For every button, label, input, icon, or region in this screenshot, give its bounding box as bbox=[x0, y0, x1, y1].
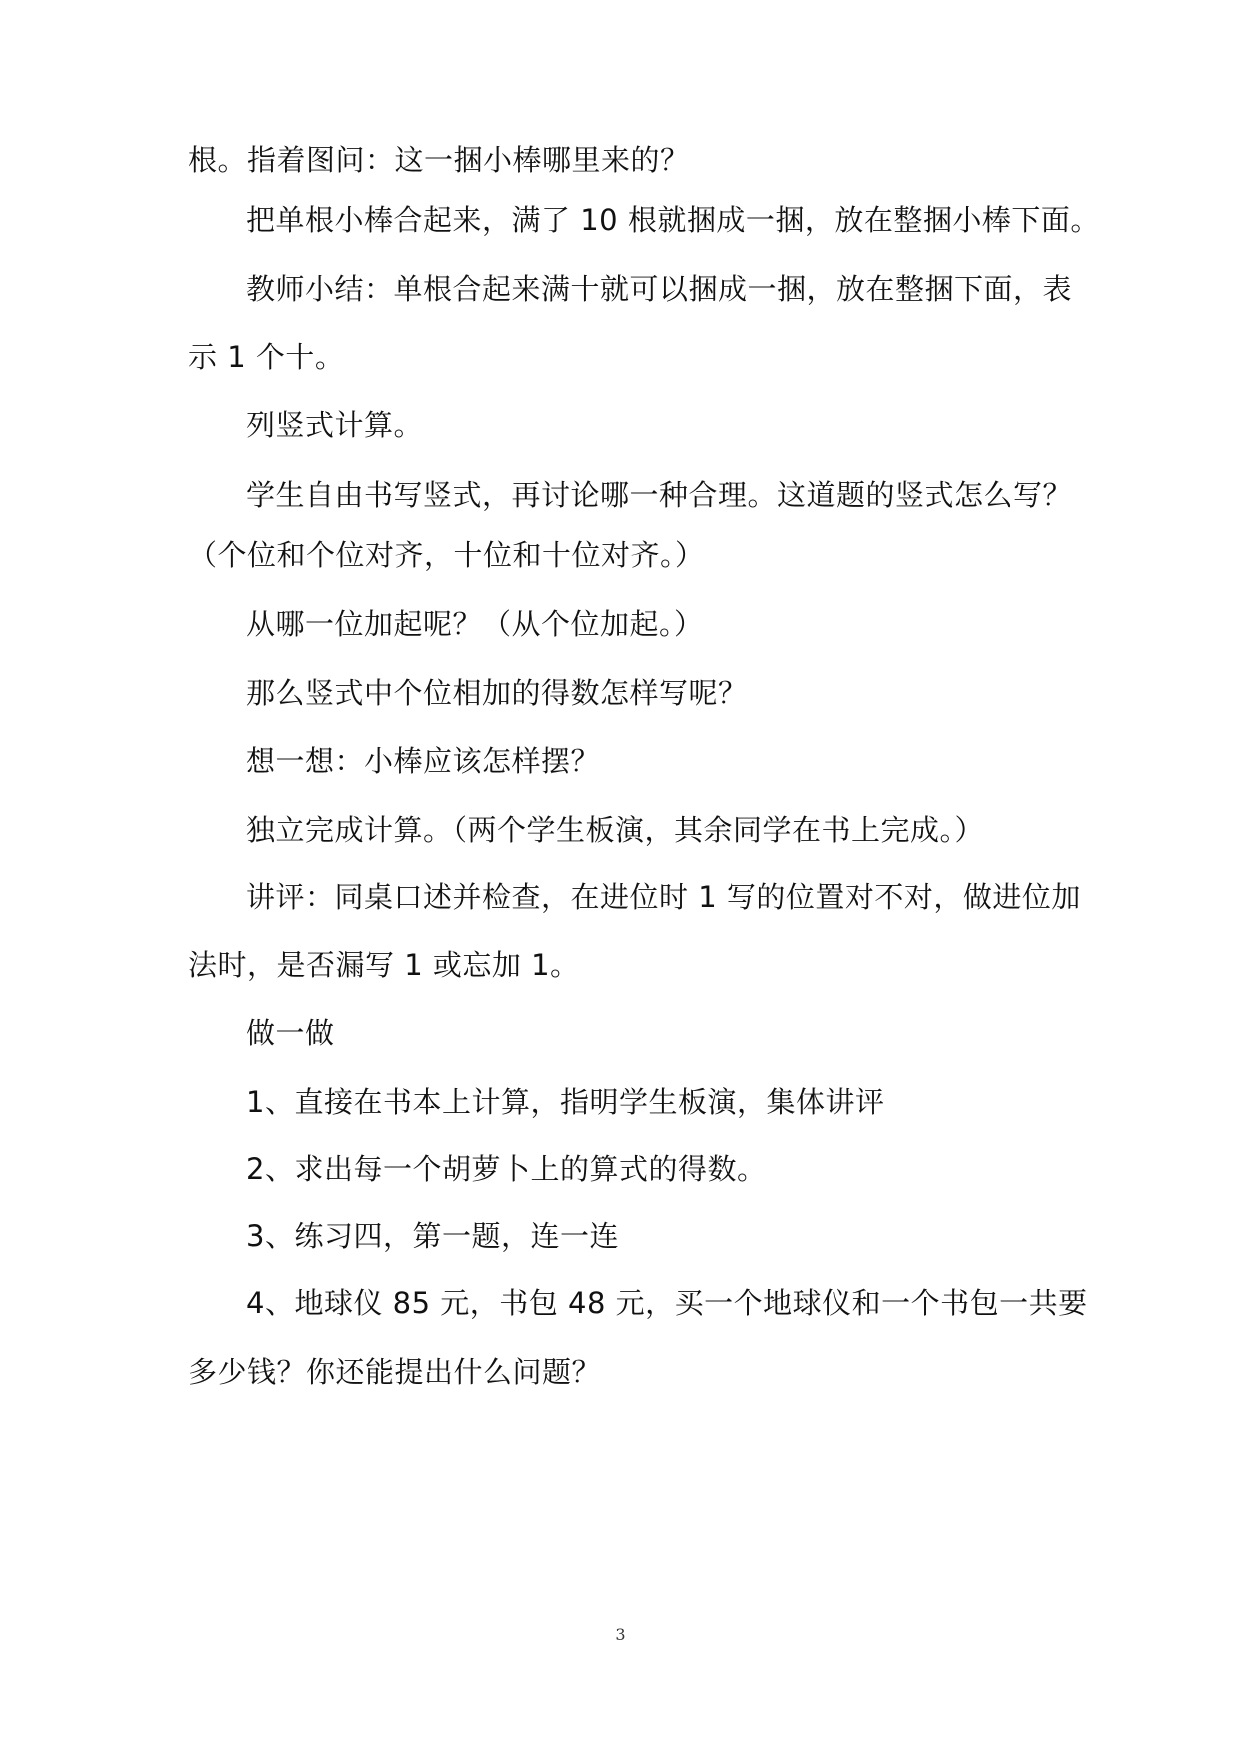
text-line: 讲评：同桌口述并检查，在进位时 1 写的位置对不对，做进位加 bbox=[246, 880, 1081, 914]
text-line: 示 1 个十。 bbox=[188, 340, 345, 374]
text-line: 学生自由书写竖式，再讨论哪一种合理。这道题的竖式怎么写？ bbox=[246, 478, 1073, 512]
text-line: 独立完成计算。（两个学生板演，其余同学在书上完成。） bbox=[246, 813, 985, 847]
text-line: （个位和个位对齐，十位和十位对齐。） bbox=[188, 538, 705, 572]
text-line: 做一做 bbox=[246, 1016, 335, 1050]
text-line: 4、地球仪 85 元，书包 48 元，买一个地球仪和一个书包一共要 bbox=[246, 1286, 1088, 1320]
text-line: 根。指着图问：这一捆小棒哪里来的？ bbox=[188, 143, 690, 177]
page-number: 3 bbox=[615, 1625, 626, 1644]
text-line: 2、求出每一个胡萝卜上的算式的得数。 bbox=[246, 1152, 767, 1186]
text-line: 3、练习四，第一题，连一连 bbox=[246, 1219, 619, 1253]
text-line: 想一想：小棒应该怎样摆？ bbox=[246, 744, 601, 778]
text-line: 从哪一位加起呢？（从个位加起。） bbox=[246, 607, 704, 641]
text-line: 列竖式计算。 bbox=[246, 408, 424, 442]
text-line: 法时，是否漏写 1 或忘加 1。 bbox=[188, 948, 580, 982]
text-line: 教师小结：单根合起来满十就可以捆成一捆，放在整捆下面，表 bbox=[246, 272, 1073, 306]
text-line: 那么竖式中个位相加的得数怎样写呢？ bbox=[246, 676, 748, 710]
text-line: 把单根小棒合起来，满了 10 根就捆成一捆，放在整捆小棒下面。 bbox=[246, 203, 1100, 237]
text-line: 多少钱？你还能提出什么问题？ bbox=[188, 1355, 602, 1389]
text-line: 1、直接在书本上计算，指明学生板演，集体讲评 bbox=[246, 1085, 885, 1119]
